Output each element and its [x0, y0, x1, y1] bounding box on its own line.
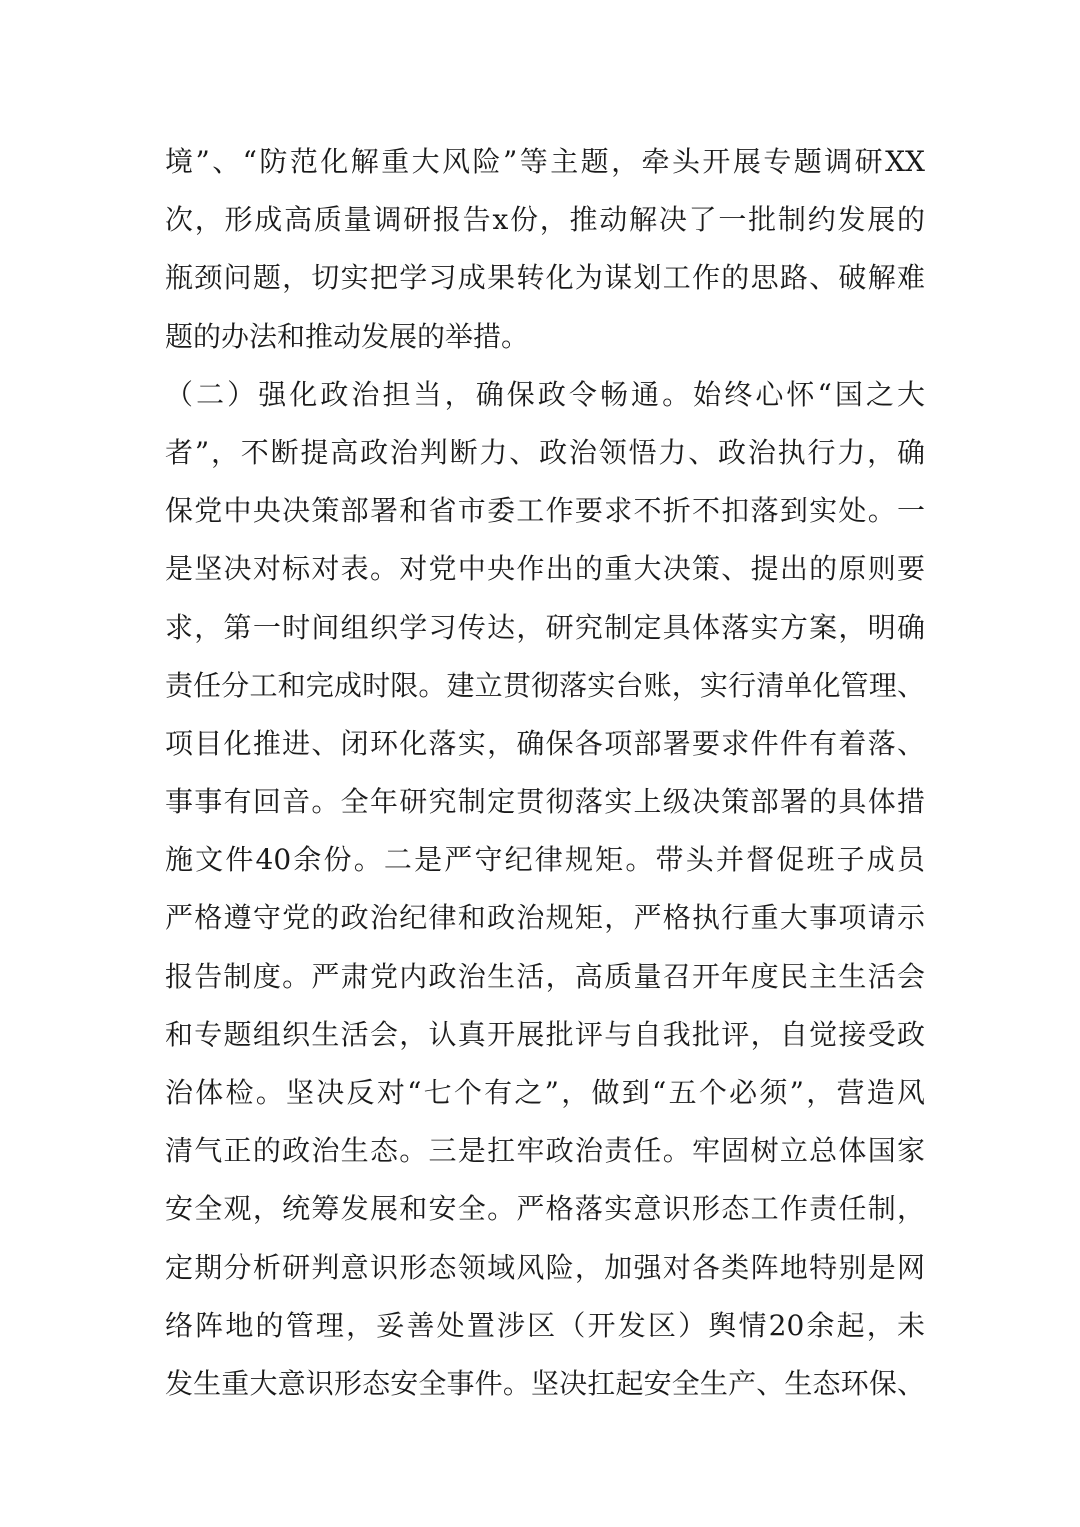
text-line: 严格遵守党的政治纪律和政治规矩，严格执行重大事项请示	[165, 901, 925, 935]
text-line: 发生重大意识形态安全事件。坚决扛起安全生产、生态环保、	[165, 1366, 925, 1400]
text-line: 和专题组织生活会，认真开展批评与自我批评，自觉接受政	[165, 1017, 925, 1051]
text-line: 施文件40余份。二是严守纪律规矩。带头并督促班子成员	[165, 843, 925, 877]
text-line: 治体检。坚决反对“七个有之”，做到“五个必须”，营造风	[165, 1076, 925, 1109]
text-line: 境”、“防范化解重大风险”等主题，牵头开展专题调研XX	[165, 145, 925, 178]
section-heading-line: （二）强化政治担当，确保政令畅通。始终心怀“国之大	[165, 377, 925, 411]
text-line: 保党中央决策部署和省市委工作要求不折不扣落到实处。一	[165, 494, 925, 528]
text-line: 次，形成高质量调研报告x份，推动解决了一批制约发展的	[165, 203, 925, 237]
text-line: 者”，不断提高政治判断力、政治领悟力、政治执行力，确	[165, 435, 925, 469]
text-line: 定期分析研判意识形态领域风险，加强对各类阵地特别是网	[165, 1250, 925, 1284]
text-line: 是坚决对标对表。对党中央作出的重大决策、提出的原则要	[165, 552, 925, 586]
text-line: 络阵地的管理，妥善处置涉区（开发区）舆情20余起，未	[165, 1308, 925, 1342]
text-line: 清气正的政治生态。三是扛牢政治责任。牢固树立总体国家	[165, 1134, 925, 1168]
text-line: 项目化推进、闭环化落实，确保各项部署要求件件有着落、	[165, 726, 925, 760]
text-line: 责任分工和完成时限。建立贯彻落实台账，实行清单化管理、	[165, 668, 925, 702]
text-line: 事事有回音。全年研究制定贯彻落实上级决策部署的具体措	[165, 785, 925, 819]
text-line: 瓶颈问题，切实把学习成果转化为谋划工作的思路、破解难	[165, 261, 925, 295]
document-body	[165, 133, 925, 1413]
text-line: 题的办法和推动发展的举措。	[165, 319, 530, 353]
text-line: 报告制度。严肃党内政治生活，高质量召开年度民主生活会	[165, 959, 925, 993]
text-line: 求，第一时间组织学习传达，研究制定具体落实方案，明确	[165, 610, 925, 644]
text-line: 安全观，统筹发展和安全。严格落实意识形态工作责任制，	[165, 1192, 925, 1226]
